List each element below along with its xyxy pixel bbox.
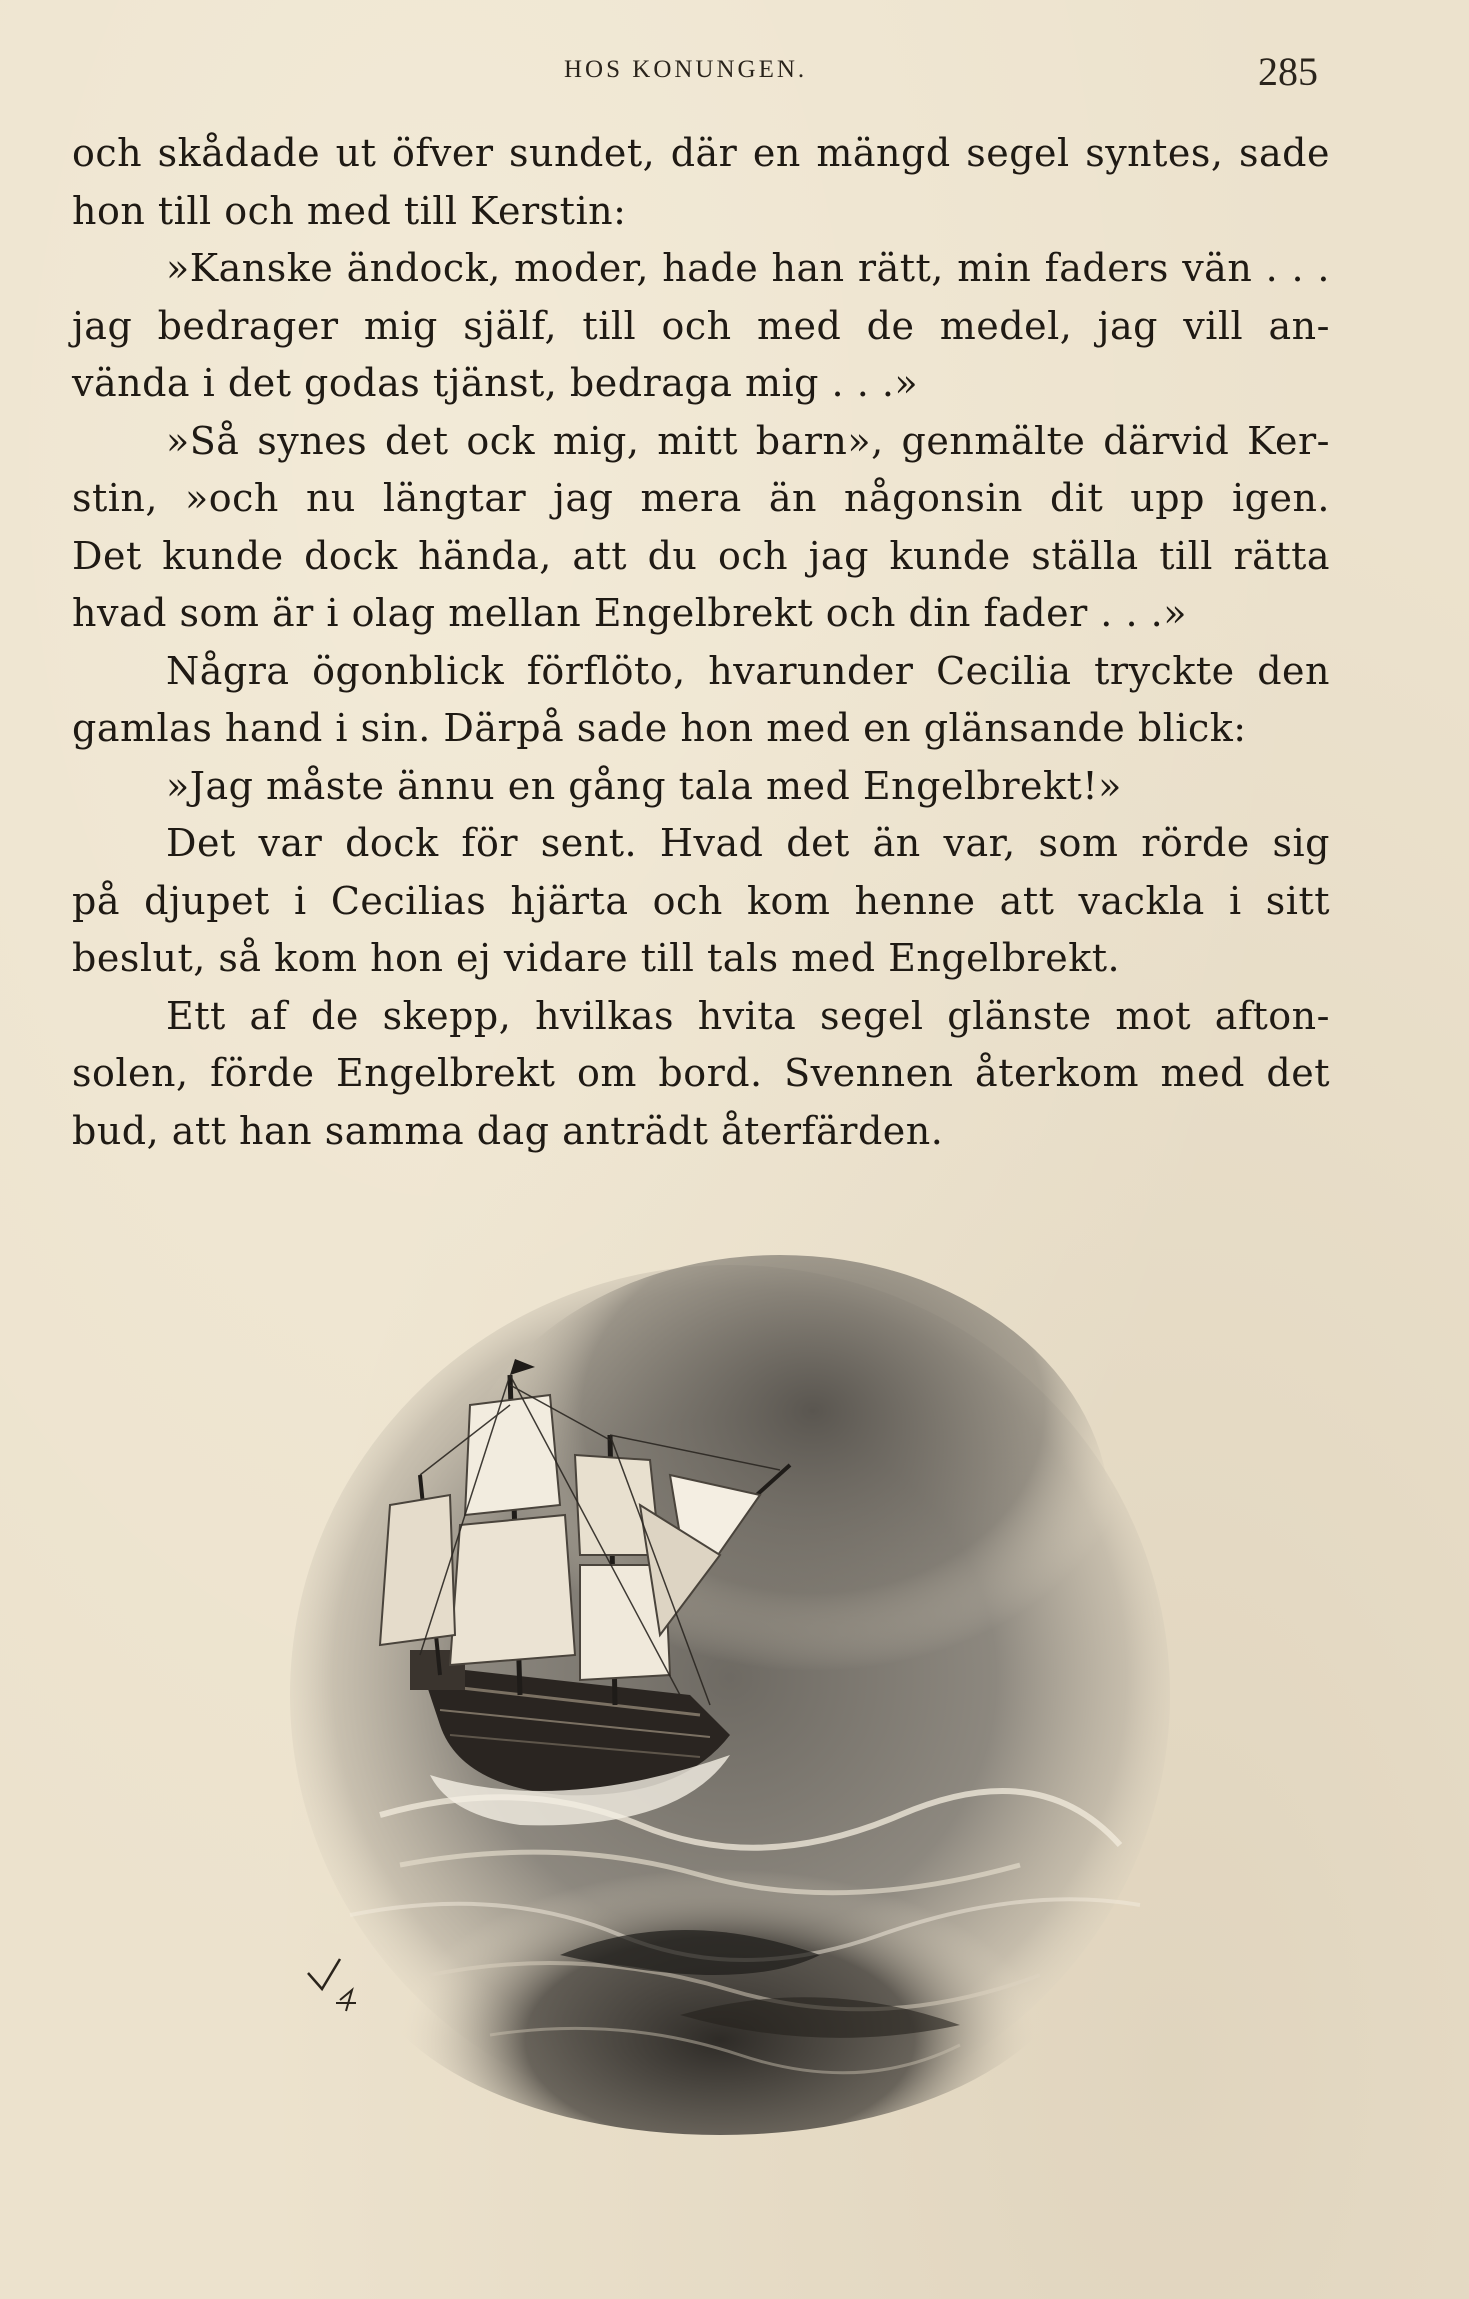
text-line: Det var dock för sent. Hvad det än var, som rörde sig	[166, 821, 1330, 865]
text-line: Några ögonblick förflöto, hvarunder Cecilia tryckte den	[166, 648, 1330, 693]
page-number: 285	[1258, 49, 1318, 94]
text-line: hvad som är i olag mellan Engelbrekt och din fader . . .»	[72, 591, 1187, 635]
text-line: Det kunde dock hända, att du och jag kunde ställa till rätta	[72, 533, 1330, 578]
body-text	[72, 125, 1330, 1160]
text-line: hon till och med till Kerstin:	[72, 188, 627, 233]
text-line: Ett af de skepp, hvilkas hvita segel glänste mot afton-	[166, 993, 1330, 1038]
text-line: »Så synes det ock mig, mitt barn», genmälte därvid Ker-	[166, 418, 1330, 463]
ship-engraving	[260, 1255, 1200, 2155]
text-line: »Kanske ändock, moder, hade han rätt, min faders vän . . .	[166, 246, 1330, 290]
text-line: jag bedrager mig själf, till och med de medel, jag vill an-	[72, 303, 1330, 348]
text-line: beslut, så kom hon ej vidare till tals med Engelbrekt.	[72, 936, 1121, 980]
running-title: HOS KONUNGEN.	[564, 56, 808, 83]
text-line: på djupet i Cecilias hjärta och kom henne att vackla i sitt	[72, 878, 1330, 923]
ship-illustration	[260, 1255, 1200, 2155]
artist-signature	[308, 1959, 356, 2011]
text-line: »Jag måste ännu en gång tala med Engelbrekt!»	[166, 763, 1122, 808]
running-head	[0, 49, 1469, 96]
text-line: stin, »och nu längtar jag mera än någonsin dit upp igen.	[72, 476, 1330, 520]
text-line: gamlas hand i sin. Därpå sade hon med en glänsande blick:	[72, 706, 1247, 750]
text-line: vända i det godas tjänst, bedraga mig . . .»	[72, 361, 919, 405]
text-line: bud, att han samma dag anträdt återfärden.	[72, 1108, 944, 1153]
text-line: solen, förde Engelbrekt om bord. Svennen återkom med det	[72, 1051, 1330, 1095]
text-line: och skådade ut öfver sundet, där en mängd segel syntes, sade	[72, 131, 1330, 175]
